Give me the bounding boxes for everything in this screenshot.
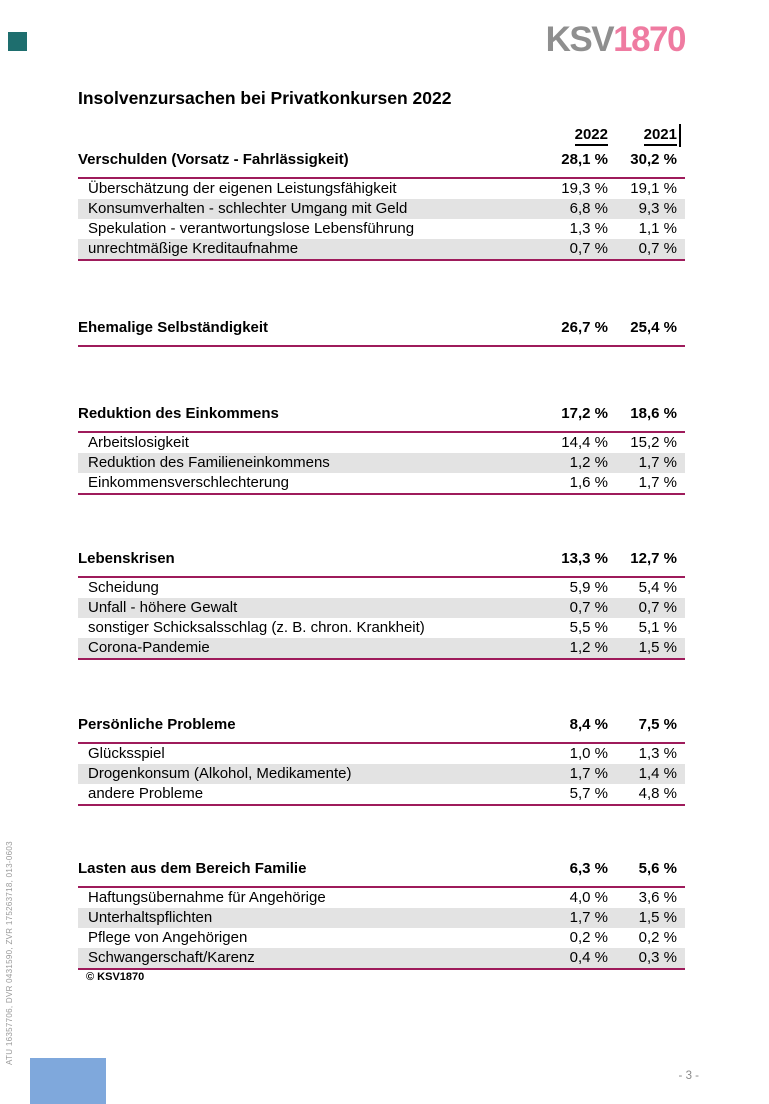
row-value-2022: 0,7 % — [569, 240, 608, 257]
section-value-2022: 26,7 % — [561, 319, 608, 336]
section-value-2021: 30,2 % — [630, 151, 677, 168]
row-label: Haftungsübernahme für Angehörige — [88, 889, 326, 906]
section-header-row — [78, 715, 685, 735]
row-value-2022: 0,4 % — [569, 949, 608, 966]
row-label: Corona-Pandemie — [88, 639, 210, 656]
row-value-2021: 5,1 % — [638, 619, 677, 636]
section-header-row — [78, 404, 685, 424]
table-row — [78, 928, 685, 948]
row-value-2021: 1,5 % — [638, 639, 677, 656]
section-label: Reduktion des Einkommens — [78, 405, 279, 422]
row-value-2021: 5,4 % — [638, 579, 677, 596]
section-label: Verschulden (Vorsatz - Fahrlässigkeit) — [78, 151, 349, 168]
table-row — [78, 578, 685, 598]
section-label: Lebenskrisen — [78, 550, 175, 567]
section-value-2022: 8,4 % — [569, 716, 608, 733]
section-label: Persönliche Probleme — [78, 716, 236, 733]
section-rows — [78, 345, 685, 347]
table-row — [78, 219, 685, 239]
row-value-2022: 1,6 % — [569, 474, 608, 491]
table-section — [78, 404, 685, 495]
section-header-row — [78, 859, 685, 879]
row-label: Drogenkonsum (Alkohol, Medikamente) — [88, 765, 352, 782]
table-row — [78, 199, 685, 219]
text-cursor — [679, 124, 681, 147]
section-header-row — [78, 150, 685, 170]
table-row — [78, 784, 685, 804]
row-value-2021: 1,1 % — [638, 220, 677, 237]
logo-text-1870: 1870 — [613, 20, 685, 59]
section-value-2022: 17,2 % — [561, 405, 608, 422]
teal-marker-square — [8, 32, 27, 51]
section-value-2021: 5,6 % — [638, 860, 677, 877]
table-row — [78, 453, 685, 473]
table-row — [78, 598, 685, 618]
row-value-2021: 1,7 % — [638, 454, 677, 471]
row-label: sonstiger Schicksalsschlag (z. B. chron. Krankheit) — [88, 619, 425, 636]
row-value-2021: 3,6 % — [638, 889, 677, 906]
logo-text-ksv: KSV — [545, 20, 614, 59]
row-value-2022: 5,7 % — [569, 785, 608, 802]
section-rows — [78, 886, 685, 970]
section-value-2021: 25,4 % — [630, 319, 677, 336]
row-value-2022: 6,8 % — [569, 200, 608, 217]
section-rows — [78, 177, 685, 261]
section-value-2021: 12,7 % — [630, 550, 677, 567]
row-value-2022: 1,2 % — [569, 454, 608, 471]
row-label: unrechtmäßige Kreditaufnahme — [88, 240, 299, 257]
row-label: Unterhaltspflichten — [88, 909, 213, 926]
section-value-2022: 6,3 % — [569, 860, 608, 877]
section-value-2021: 7,5 % — [638, 716, 677, 733]
row-value-2021: 9,3 % — [638, 200, 677, 217]
column-header-2021: 2021 — [644, 126, 677, 146]
row-value-2022: 19,3 % — [561, 180, 608, 197]
table-row — [78, 239, 685, 259]
section-header-row — [78, 549, 685, 569]
row-value-2021: 0,7 % — [638, 240, 677, 257]
row-value-2021: 0,2 % — [638, 929, 677, 946]
table-section — [78, 318, 685, 347]
row-value-2021: 15,2 % — [630, 434, 677, 451]
row-label: Glücksspiel — [88, 745, 165, 762]
row-value-2022: 1,3 % — [569, 220, 608, 237]
column-header-2022: 2022 — [575, 126, 608, 146]
table-row — [78, 888, 685, 908]
section-rows — [78, 431, 685, 495]
row-value-2021: 19,1 % — [630, 180, 677, 197]
row-label: Reduktion des Familieneinkommens — [88, 454, 330, 471]
column-headers — [78, 126, 685, 146]
table-section — [78, 150, 685, 261]
table-row — [78, 618, 685, 638]
ksv1870-logo — [546, 20, 685, 60]
row-value-2021: 1,4 % — [638, 765, 677, 782]
row-value-2022: 1,0 % — [569, 745, 608, 762]
section-label: Lasten aus dem Bereich Familie — [78, 860, 307, 877]
table-row — [78, 764, 685, 784]
row-value-2022: 0,2 % — [569, 929, 608, 946]
row-label: Konsumverhalten - schlechter Umgang mit Geld — [88, 200, 408, 217]
row-value-2022: 1,7 % — [569, 765, 608, 782]
row-value-2022: 1,7 % — [569, 909, 608, 926]
row-value-2021: 4,8 % — [638, 785, 677, 802]
section-value-2021: 18,6 % — [630, 405, 677, 422]
row-value-2021: 1,3 % — [638, 745, 677, 762]
row-label: Scheidung — [88, 579, 159, 596]
section-rows — [78, 742, 685, 806]
row-value-2022: 5,5 % — [569, 619, 608, 636]
blue-marker-block — [30, 1058, 106, 1104]
copyright-note: © KSV1870 — [86, 971, 145, 983]
row-value-2022: 5,9 % — [569, 579, 608, 596]
row-label: Überschätzung der eigenen Leistungsfähigkeit — [88, 180, 397, 197]
column-2021 — [644, 126, 677, 146]
row-value-2022: 4,0 % — [569, 889, 608, 906]
row-label: Unfall - höhere Gewalt — [88, 599, 238, 616]
section-header-row — [78, 318, 685, 338]
section-value-2022: 13,3 % — [561, 550, 608, 567]
table-row — [78, 179, 685, 199]
row-label: Arbeitslosigkeit — [88, 434, 189, 451]
table-row — [78, 948, 685, 968]
row-label: Pflege von Angehörigen — [88, 929, 248, 946]
column-2022 — [575, 126, 608, 146]
row-value-2021: 0,3 % — [638, 949, 677, 966]
table-section — [78, 715, 685, 806]
section-value-2022: 28,1 % — [561, 151, 608, 168]
row-value-2021: 1,5 % — [638, 909, 677, 926]
page-title: Insolvenzursachen bei Privatkonkursen 2022 — [78, 88, 452, 108]
table-row — [78, 744, 685, 764]
row-value-2022: 1,2 % — [569, 639, 608, 656]
row-label: Einkommensverschlechterung — [88, 474, 289, 491]
table-row — [78, 473, 685, 493]
sidebar-watermark: ATU 16357706, DVR 0431590, ZVR 175263718, 013-0603 — [5, 841, 14, 1065]
section-label: Ehemalige Selbständigkeit — [78, 319, 269, 336]
table-row — [78, 433, 685, 453]
table-section — [78, 549, 685, 660]
page-number: - 3 - — [678, 1070, 699, 1082]
table-row — [78, 638, 685, 658]
row-label: Spekulation - verantwortungslose Lebensführung — [88, 220, 415, 237]
row-label: Schwangerschaft/Karenz — [88, 949, 255, 966]
row-value-2022: 0,7 % — [569, 599, 608, 616]
row-value-2022: 14,4 % — [561, 434, 608, 451]
row-value-2021: 0,7 % — [638, 599, 677, 616]
section-rows — [78, 576, 685, 660]
table-section — [78, 859, 685, 970]
table-row — [78, 908, 685, 928]
row-label: andere Probleme — [88, 785, 204, 802]
row-value-2021: 1,7 % — [638, 474, 677, 491]
